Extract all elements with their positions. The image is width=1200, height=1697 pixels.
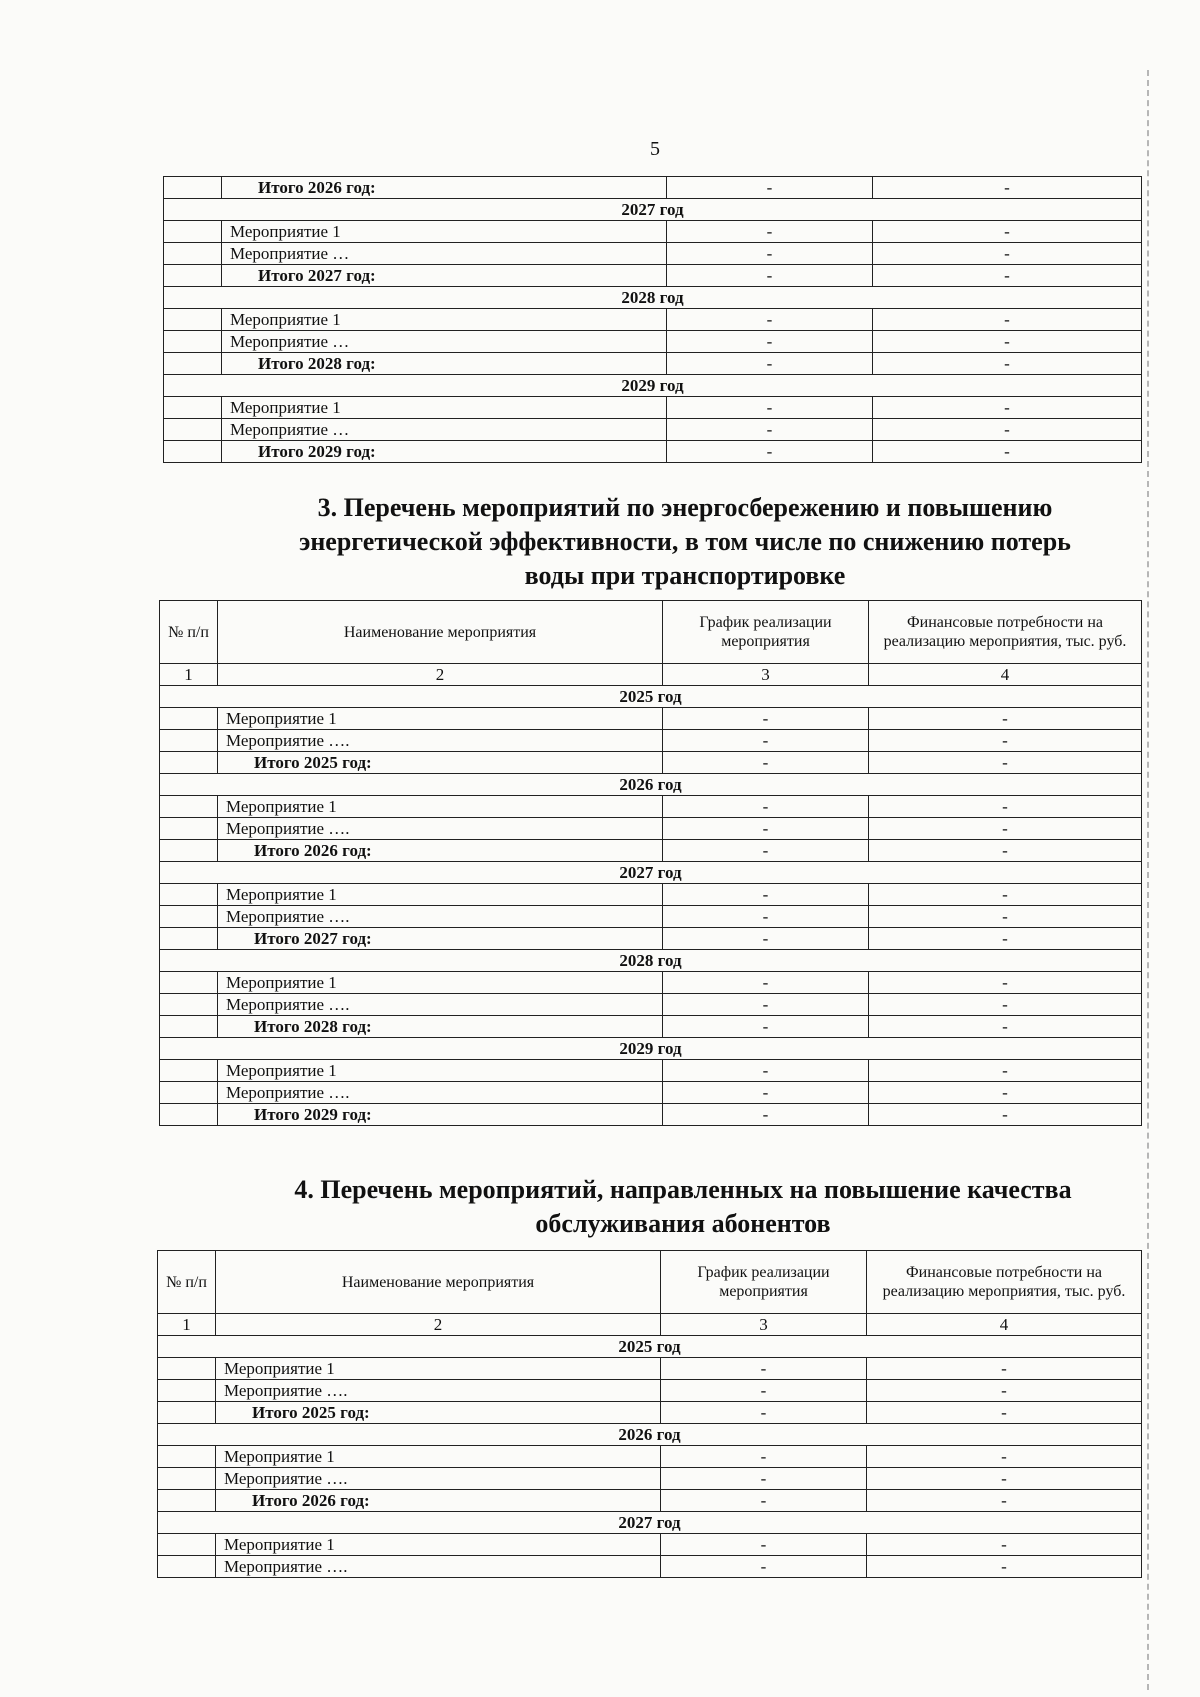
schedule-cell: -: [663, 928, 869, 950]
measure-row: [160, 906, 1142, 928]
column-number: 4: [867, 1314, 1142, 1336]
finance-cell: -: [873, 331, 1142, 353]
year-row: [158, 1424, 1142, 1446]
schedule-cell: -: [661, 1402, 867, 1424]
row-number-cell: [160, 730, 218, 752]
section-3-title: 3. Перечень мероприятий по энергосбережению и повышению энергетической эффективности, в том числе по снижению потерь воды при транспортировке: [299, 493, 1071, 590]
row-number-cell: [160, 1104, 218, 1126]
finance-cell: -: [867, 1358, 1142, 1380]
measure-name: Мероприятие 1: [218, 1060, 663, 1082]
year-label: 2028 год: [160, 950, 1142, 972]
measure-name: Мероприятие 1: [216, 1534, 661, 1556]
measure-row: [158, 1380, 1142, 1402]
row-number-cell: [160, 818, 218, 840]
measure-row: [164, 309, 1142, 331]
schedule-cell: -: [661, 1556, 867, 1578]
measure-name: Мероприятие 1: [218, 708, 663, 730]
year-row: [160, 862, 1142, 884]
continuation-table: [163, 176, 1142, 463]
section-4-title: 4. Перечень мероприятий, направленных на повышение качества обслуживания абонентов: [294, 1175, 1072, 1238]
measure-row: [160, 730, 1142, 752]
total-row: [160, 928, 1142, 950]
header-row: [158, 1251, 1142, 1314]
year-row: [164, 287, 1142, 309]
column-number: 2: [216, 1314, 661, 1336]
row-number-cell: [160, 1016, 218, 1038]
measure-row: [158, 1468, 1142, 1490]
total-row: [164, 353, 1142, 375]
row-number-cell: [158, 1490, 216, 1512]
row-number-cell: [158, 1556, 216, 1578]
schedule-cell: -: [661, 1446, 867, 1468]
finance-cell: -: [867, 1556, 1142, 1578]
measure-name: Мероприятие ….: [218, 730, 663, 752]
finance-cell: -: [869, 796, 1142, 818]
year-row: [160, 950, 1142, 972]
year-label: 2026 год: [160, 774, 1142, 796]
finance-cell: -: [869, 1082, 1142, 1104]
finance-cell: -: [869, 1016, 1142, 1038]
finance-cell: -: [867, 1468, 1142, 1490]
finance-cell: -: [873, 177, 1142, 199]
row-number-cell: [164, 441, 222, 463]
row-number-cell: [160, 840, 218, 862]
total-row: [158, 1402, 1142, 1424]
row-number-cell: [160, 1082, 218, 1104]
schedule-cell: -: [663, 1060, 869, 1082]
row-number-cell: [164, 243, 222, 265]
finance-cell: -: [873, 243, 1142, 265]
measure-name: Мероприятие 1: [218, 884, 663, 906]
year-label: 2028 год: [164, 287, 1142, 309]
finance-cell: -: [869, 818, 1142, 840]
schedule-cell: -: [663, 884, 869, 906]
schedule-cell: -: [663, 708, 869, 730]
total-label: Итого 2027 год:: [218, 928, 663, 950]
header-row: [160, 601, 1142, 664]
row-number-cell: [160, 928, 218, 950]
row-number-cell: [160, 796, 218, 818]
total-row: [160, 1104, 1142, 1126]
header-name: Наименование мероприятия: [216, 1251, 661, 1314]
finance-cell: -: [873, 221, 1142, 243]
finance-cell: -: [873, 419, 1142, 441]
column-number: 4: [869, 664, 1142, 686]
header-number: № п/п: [160, 601, 218, 664]
year-label: 2029 год: [160, 1038, 1142, 1060]
finance-cell: -: [873, 309, 1142, 331]
total-row: [160, 752, 1142, 774]
measure-name: Мероприятие 1: [216, 1358, 661, 1380]
measure-name: Мероприятие 1: [216, 1446, 661, 1468]
total-label: Итого 2029 год:: [222, 441, 667, 463]
measure-name: Мероприятие 1: [218, 796, 663, 818]
schedule-cell: -: [663, 1016, 869, 1038]
column-number: 1: [160, 664, 218, 686]
measure-name: Мероприятие ….: [216, 1380, 661, 1402]
finance-cell: -: [873, 441, 1142, 463]
total-label: Итого 2029 год:: [218, 1104, 663, 1126]
schedule-cell: -: [661, 1534, 867, 1556]
measure-name: Мероприятие 1: [222, 309, 667, 331]
total-row: [160, 840, 1142, 862]
measure-row: [164, 331, 1142, 353]
schedule-cell: -: [667, 177, 873, 199]
row-number-cell: [158, 1402, 216, 1424]
finance-cell: -: [873, 265, 1142, 287]
total-row: [164, 441, 1142, 463]
column-number: 1: [158, 1314, 216, 1336]
finance-cell: -: [873, 353, 1142, 375]
schedule-cell: -: [667, 441, 873, 463]
measure-row: [158, 1534, 1142, 1556]
total-label: Итого 2026 год:: [216, 1490, 661, 1512]
total-row: [158, 1490, 1142, 1512]
total-row: [164, 177, 1142, 199]
row-number-cell: [160, 906, 218, 928]
measure-row: [160, 994, 1142, 1016]
measure-row: [164, 221, 1142, 243]
row-number-cell: [164, 265, 222, 287]
measure-row: [164, 397, 1142, 419]
measure-name: Мероприятие ….: [218, 1082, 663, 1104]
row-number-cell: [160, 884, 218, 906]
finance-cell: -: [869, 1104, 1142, 1126]
measure-row: [158, 1358, 1142, 1380]
row-number-cell: [164, 331, 222, 353]
row-number-cell: [158, 1446, 216, 1468]
row-number-cell: [158, 1358, 216, 1380]
finance-cell: -: [867, 1380, 1142, 1402]
row-number-cell: [160, 994, 218, 1016]
finance-cell: -: [869, 906, 1142, 928]
finance-cell: -: [869, 730, 1142, 752]
total-label: Итого 2028 год:: [218, 1016, 663, 1038]
schedule-cell: -: [663, 1082, 869, 1104]
finance-cell: -: [869, 840, 1142, 862]
header-schedule: График реализации мероприятия: [663, 601, 869, 664]
row-number-cell: [158, 1380, 216, 1402]
year-row: [160, 774, 1142, 796]
year-label: 2025 год: [160, 686, 1142, 708]
schedule-cell: -: [667, 397, 873, 419]
year-row: [158, 1336, 1142, 1358]
measure-row: [164, 419, 1142, 441]
finance-cell: -: [869, 752, 1142, 774]
schedule-cell: -: [663, 906, 869, 928]
year-label: 2025 год: [158, 1336, 1142, 1358]
total-label: Итого 2025 год:: [216, 1402, 661, 1424]
schedule-cell: -: [661, 1380, 867, 1402]
total-row: [164, 265, 1142, 287]
measure-name: Мероприятие …: [222, 243, 667, 265]
year-row: [164, 375, 1142, 397]
row-number-cell: [164, 397, 222, 419]
measure-name: Мероприятие ….: [216, 1468, 661, 1490]
column-number-row: [160, 664, 1142, 686]
schedule-cell: -: [661, 1468, 867, 1490]
measure-row: [164, 243, 1142, 265]
measure-name: Мероприятие 1: [222, 221, 667, 243]
schedule-cell: -: [663, 972, 869, 994]
row-number-cell: [164, 221, 222, 243]
measure-row: [160, 1060, 1142, 1082]
measure-name: Мероприятие ….: [218, 818, 663, 840]
section-4-table: [157, 1250, 1142, 1578]
schedule-cell: -: [663, 796, 869, 818]
measure-name: Мероприятие ….: [218, 994, 663, 1016]
year-label: 2027 год: [158, 1512, 1142, 1534]
column-number: 3: [663, 664, 869, 686]
measure-row: [160, 972, 1142, 994]
schedule-cell: -: [663, 840, 869, 862]
measure-name: Мероприятие ….: [216, 1556, 661, 1578]
row-number-cell: [160, 708, 218, 730]
measure-row: [160, 1082, 1142, 1104]
total-label: Итого 2026 год:: [222, 177, 667, 199]
schedule-cell: -: [663, 818, 869, 840]
measure-row: [160, 884, 1142, 906]
finance-cell: -: [867, 1534, 1142, 1556]
total-label: Итого 2025 год:: [218, 752, 663, 774]
finance-cell: -: [867, 1446, 1142, 1468]
row-number-cell: [164, 309, 222, 331]
schedule-cell: -: [663, 1104, 869, 1126]
row-number-cell: [160, 1060, 218, 1082]
header-number: № п/п: [158, 1251, 216, 1314]
finance-cell: -: [869, 1060, 1142, 1082]
header-finance: Финансовые потребности на реализацию мероприятия, тыс. руб.: [867, 1251, 1142, 1314]
schedule-cell: -: [667, 243, 873, 265]
finance-cell: -: [869, 884, 1142, 906]
row-number-cell: [160, 752, 218, 774]
finance-cell: -: [869, 972, 1142, 994]
finance-cell: -: [867, 1490, 1142, 1512]
measure-name: Мероприятие 1: [218, 972, 663, 994]
row-number-cell: [158, 1468, 216, 1490]
schedule-cell: -: [667, 265, 873, 287]
measure-row: [158, 1446, 1142, 1468]
measure-name: Мероприятие 1: [222, 397, 667, 419]
section-3-table: [159, 600, 1142, 1126]
row-number-cell: [158, 1534, 216, 1556]
schedule-cell: -: [667, 221, 873, 243]
year-label: 2027 год: [164, 199, 1142, 221]
finance-cell: -: [869, 708, 1142, 730]
year-label: 2026 год: [158, 1424, 1142, 1446]
finance-cell: -: [873, 397, 1142, 419]
total-row: [160, 1016, 1142, 1038]
schedule-cell: -: [661, 1490, 867, 1512]
total-label: Итого 2027 год:: [222, 265, 667, 287]
schedule-cell: -: [663, 752, 869, 774]
schedule-cell: -: [667, 353, 873, 375]
schedule-cell: -: [663, 730, 869, 752]
row-number-cell: [164, 353, 222, 375]
scan-edge-artifact: [1147, 70, 1151, 1690]
column-number-row: [158, 1314, 1142, 1336]
row-number-cell: [164, 177, 222, 199]
measure-row: [160, 708, 1142, 730]
header-name: Наименование мероприятия: [218, 601, 663, 664]
column-number: 2: [218, 664, 663, 686]
schedule-cell: -: [661, 1358, 867, 1380]
measure-row: [158, 1556, 1142, 1578]
year-row: [160, 1038, 1142, 1060]
year-row: [160, 686, 1142, 708]
year-row: [158, 1512, 1142, 1534]
measure-row: [160, 796, 1142, 818]
total-label: Итого 2028 год:: [222, 353, 667, 375]
row-number-cell: [164, 419, 222, 441]
year-label: 2029 год: [164, 375, 1142, 397]
measure-name: Мероприятие …: [222, 419, 667, 441]
header-finance: Финансовые потребности на реализацию мероприятия, тыс. руб.: [869, 601, 1142, 664]
year-label: 2027 год: [160, 862, 1142, 884]
schedule-cell: -: [667, 309, 873, 331]
column-number: 3: [661, 1314, 867, 1336]
schedule-cell: -: [663, 994, 869, 1016]
finance-cell: -: [869, 994, 1142, 1016]
finance-cell: -: [869, 928, 1142, 950]
header-schedule: График реализации мероприятия: [661, 1251, 867, 1314]
year-row: [164, 199, 1142, 221]
schedule-cell: -: [667, 331, 873, 353]
row-number-cell: [160, 972, 218, 994]
measure-row: [160, 818, 1142, 840]
total-label: Итого 2026 год:: [218, 840, 663, 862]
measure-name: Мероприятие ….: [218, 906, 663, 928]
finance-cell: -: [867, 1402, 1142, 1424]
page-number: 5: [650, 138, 660, 160]
measure-name: Мероприятие …: [222, 331, 667, 353]
schedule-cell: -: [667, 419, 873, 441]
